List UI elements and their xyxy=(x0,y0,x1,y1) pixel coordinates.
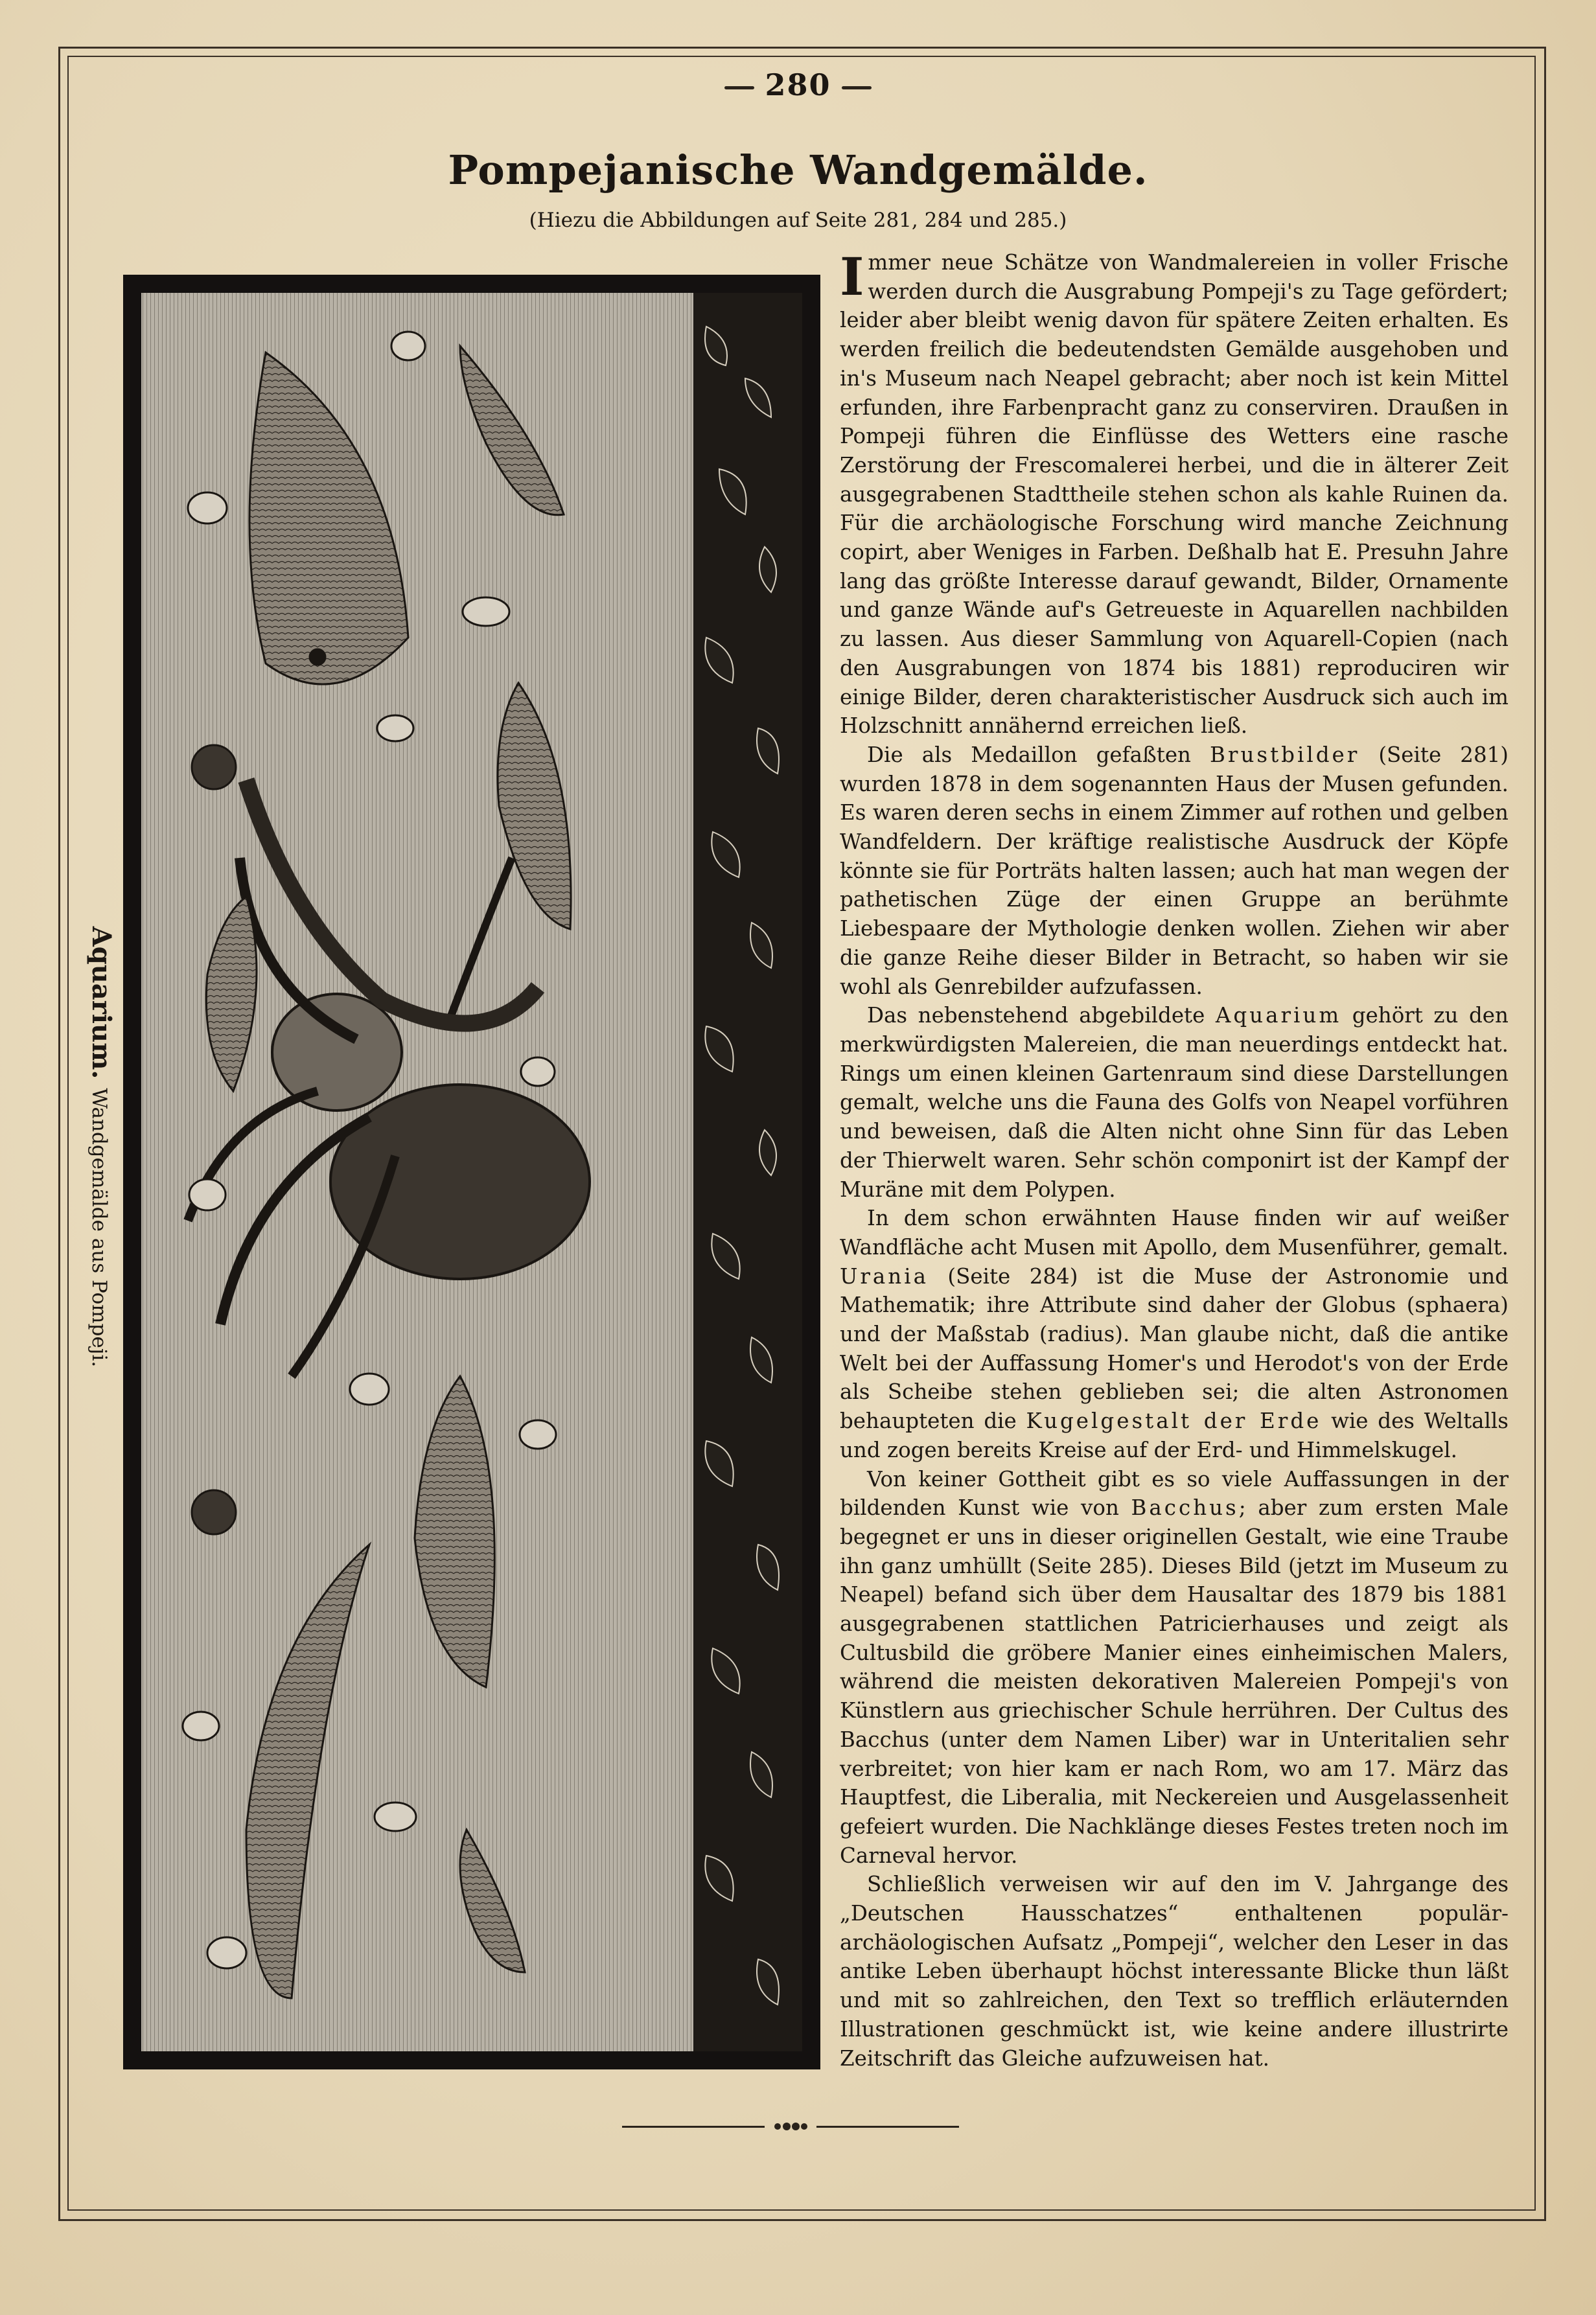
paragraph-3 xyxy=(840,1001,1509,1204)
page-number-text: 280 xyxy=(765,67,831,102)
figure-caption xyxy=(86,920,117,1374)
paragraph-1 xyxy=(840,248,1509,741)
paragraph-4-emphasis-2: Kugelgestalt der Erde xyxy=(1026,1409,1322,1434)
end-ornament-dots xyxy=(772,2120,809,2133)
end-rule-left xyxy=(622,2126,765,2128)
paragraph-2-text-a: Die als Medaillon gefaßten xyxy=(867,742,1191,767)
paragraph-5 xyxy=(840,1465,1509,1871)
article-body xyxy=(840,248,1509,2073)
end-ornament xyxy=(622,2120,959,2133)
paragraph-5-text-b: ; aber zum ersten Male begegnet er uns in dieser originellen Gestalt, wie eine Traube ihn ganz umhüllt (Seite 285). Dieses Bild (jetzt im Museum zu Neapel) befand sich über dem Hausaltar des 1879 bis 1881 ausgegrabenen stattlichen Patricierhauses und zeigt als Cultusbild die gröbere Manier eines einheimischen Malers, während die meisten dekorativen Malereien Pompeji's von Künstlern aus griechischer Schule herrühren. Der Cultus des Bacchus (unter dem Namen Liber) war in Unteritalien sehr verbreitet; von hier kam er nach Rom, wo am 17. März das Hauptfest, die Liberalia, mit Neckereien und Ausgelassenheit gefeiert wurden. Die Nachklänge dieses Festes treten noch im Carneval hervor. xyxy=(840,1495,1509,1868)
paragraph-3-emphasis: Aquarium xyxy=(1215,1003,1342,1028)
paragraph-5-text-a: Von keiner Gottheit gibt es so viele Auffassungen in der bildenden Kunst wie von xyxy=(840,1466,1509,1521)
article-subtitle: (Hiezu die Abbildungen auf Seite 281, 284 und 285.) xyxy=(529,209,1067,232)
caption-subtitle: Wandgemälde aus Pompeji. xyxy=(87,1088,111,1368)
paragraph-5-emphasis: Bacchus xyxy=(1131,1495,1239,1521)
page-number xyxy=(0,67,1596,102)
caption-title: Aquarium. xyxy=(86,926,117,1079)
seaweed-border xyxy=(693,293,802,2051)
paragraph-4-text-a: In dem schon erwähnten Hause finden wir auf weißer Wandfläche acht Musen mit Apollo, dem Musenführer, gemalt. xyxy=(840,1206,1509,1260)
end-rule-right xyxy=(816,2126,959,2128)
paragraph-3-text-b: gehört zu den merkwürdigsten Malereien, die man neuerdings entdeckt hat. Rings um einen kleinen Gartenraum sind diese Darstellungen gemalt, welche uns die Fauna des Golfs von Neapel vorführen und beweisen, daß die Alten nicht ohne Sinn für das Leben der Thierwelt waren. Sehr schön componirt ist der Kampf der Muräne mit dem Polypen. xyxy=(840,1003,1509,1202)
paragraph-4-text-b: (Seite 284) ist die Muse der Astronomie und Mathematik; ihre Attribute sind daher der Globus (sphaera) und der Maßstab (radius). Man glaube nicht, daß die antike Welt bei der Auffassung Homer's und Herodot's von der Erde als Scheibe stehen geblieben sei; die alten Astronomen behaupteten die xyxy=(840,1263,1509,1434)
paragraph-1-text: mmer neue Schätze von Wandmalereien in voller Frische werden durch die Ausgrabung Pompeji's zu Tage gefördert; leider aber bleibt wenig davon für spätere Zeiten erhalten. Es werden freilich die bedeutendsten Gemälde ausgehoben und in's Museum nach Neapel gebracht; aber noch ist kein Mittel erfunden, ihre Farbenpracht ganz zu conserviren. Draußen in Pompeji führen die Einflüsse des Wetters eine rasche Zerstörung der Frescomalerei herbei, und die in älterer Zeit ausgegrabenen Stadttheile stehen schon als kahle Ruinen da. Für die archäologische Forschung wird manche Zeichnung copirt, aber Weniges in Farben. Deßhalb hat E. Presuhn Jahre lang das größte Interesse darauf gewandt, Bilder, Ornamente und ganze Wände auf's Getreueste in Aquarellen nachbilden zu lassen. Aus dieser Sammlung von Aquarell-Copien (nach den Ausgrabungen von 1874 bis 1881) reproduciren wir einige Bilder, deren charakteristischer Ausdruck sich auch im Holzschnitt annähernd erreichen ließ. xyxy=(840,250,1509,739)
paragraph-6-text: Schließlich verweisen wir auf den im V. Jahrgange des „Deutschen Hausschatzes“ enthaltenen populär-archäologischen Aufsatz „Pompeji“, welcher den Leser in das antike Leben überhaupt höchst interessante Blicke thun läßt und mit so zahlreichen, den Text so trefflich erläuternden Illustrationen geschmückt ist, wie keine andere illustrirte Zeitschrift das Gleiche aufzuweisen hat. xyxy=(840,1872,1509,2071)
paragraph-4-text-c: wie des Weltalls und zogen bereits Kreise auf der Erd- und Himmelskugel. xyxy=(840,1409,1509,1462)
paragraph-2-emphasis: Brustbilder xyxy=(1210,742,1360,767)
article-title: Pompejanische Wandgemälde. xyxy=(448,146,1148,194)
paragraph-4 xyxy=(840,1204,1509,1464)
ornament-dash-right xyxy=(842,86,872,89)
paragraph-3-text-a: Das nebenstehend abgebildete xyxy=(867,1003,1205,1028)
aquarium-engraving xyxy=(123,275,820,2069)
paragraph-2 xyxy=(840,741,1509,1001)
ornament-dash-left xyxy=(724,86,754,89)
paragraph-6 xyxy=(840,1870,1509,2073)
paragraph-2-text-b: (Seite 281) wurden 1878 in dem sogenannten Haus der Musen gefunden. Es waren deren sechs in einem Zimmer auf rothen und gelben Wandfeldern. Der kräftige realistische Ausdruck der Köpfe könnte sie für Porträts halten lassen; auch hat man wegen der pathetischen Züge der einen Gruppe an berühmte Liebespaare der Mythologie denken wollen. Ziehen wir aber die ganze Reihe dieser Bilder in Betracht, so haben wir sie wohl als Genrebilder aufzufassen. xyxy=(840,742,1509,999)
drop-cap: I xyxy=(840,246,864,307)
paragraph-4-emphasis: Urania xyxy=(840,1263,929,1289)
aquarium-illustration xyxy=(123,275,820,2069)
